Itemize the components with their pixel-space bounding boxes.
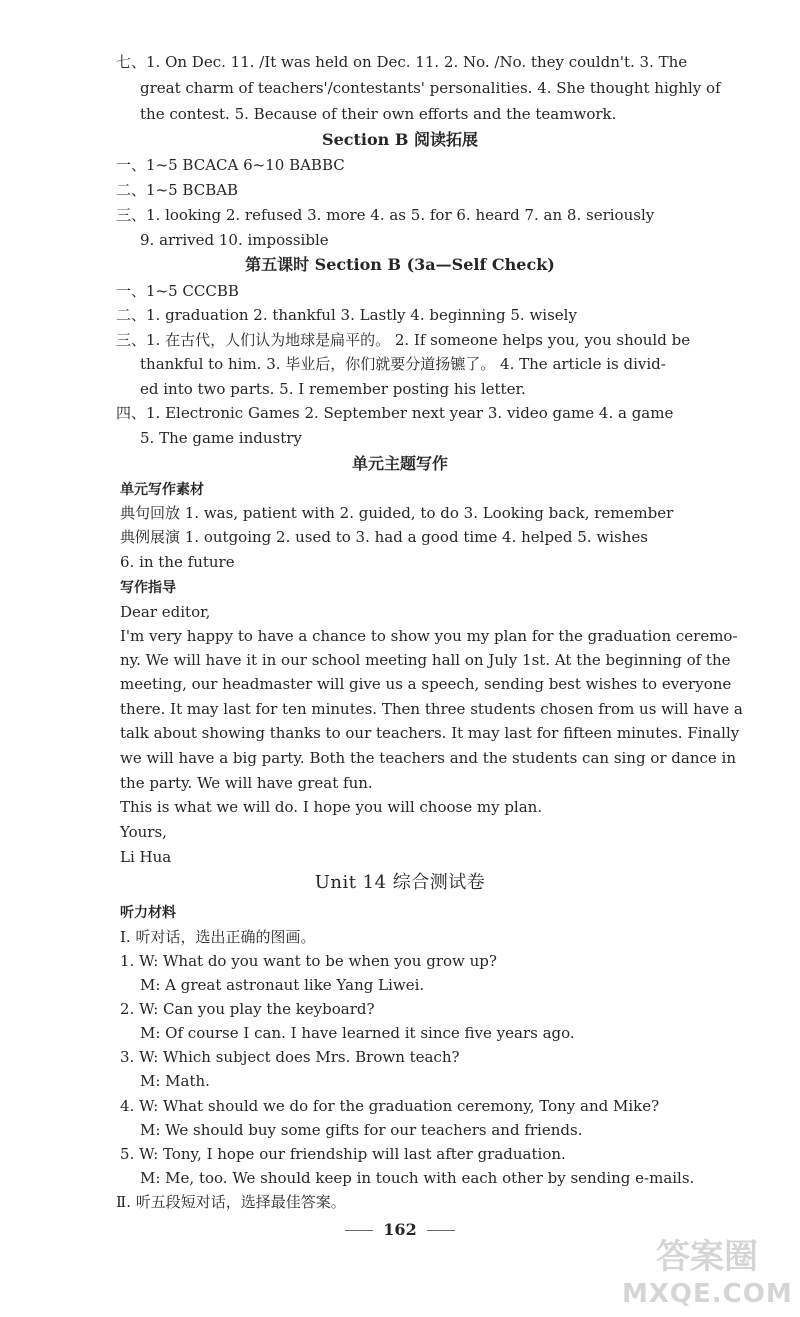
dialogue-line: M: We should buy some gifts for our teachers and friends. xyxy=(140,1121,583,1139)
watermark-text: 答案圈 xyxy=(656,1237,758,1277)
dialogue-line: M: Math. xyxy=(140,1072,210,1090)
letter-line: talk about showing thanks to our teachers. It may last for fifteen minutes. Finally xyxy=(120,724,740,742)
answer-line: 9. arrived 10. impossible xyxy=(140,231,329,249)
answer-line: 三、1. 在古代，人们认为地球是扁平的。 2. If someone helps you, you should be xyxy=(116,331,691,349)
page-number-text: 162 xyxy=(383,1220,417,1239)
unit-title: Unit 14 综合测试卷 xyxy=(314,872,486,893)
answer-line: 二、1. graduation 2. thankful 3. Lastly 4. beginning 5. wisely xyxy=(116,306,577,324)
part-heading: Ⅰ. 听对话，选出正确的图画。 xyxy=(120,928,316,946)
subheading: 单元写作素材 xyxy=(120,482,204,498)
answer-line: 七、1. On Dec. 11. /It was held on Dec. 11. 2. No. /No. they couldn't. 3. The xyxy=(116,53,688,71)
answer-line: 典句回放 1. was, patient with 2. guided, to do 3. Looking back, remember xyxy=(120,504,674,522)
answer-line: the contest. 5. Because of their own efforts and the teamwork. xyxy=(140,105,617,123)
subheading: 听力材料 xyxy=(120,905,176,921)
writing-heading: 单元主题写作 xyxy=(351,454,448,473)
watermark-logo xyxy=(622,1237,792,1313)
answer-line: 二、1~5 BCBAB xyxy=(116,181,239,199)
lesson-heading: 第五课时 Section B (3a—Self Check) xyxy=(245,255,555,274)
answer-line: 一、1~5 CCCBB xyxy=(116,282,239,300)
dialogue-line: 2. W: Can you play the keyboard? xyxy=(120,1000,375,1018)
answer-line: great charm of teachers'/contestants' personalities. 4. She thought highly of xyxy=(140,79,721,97)
page-number-dash xyxy=(345,1230,373,1231)
watermark-url: MXQE.COM xyxy=(622,1279,793,1309)
part-heading: Ⅱ. 听五段短对话，选择最佳答案。 xyxy=(116,1193,346,1211)
answer-line: 5. The game industry xyxy=(140,429,302,447)
letter-line: ny. We will have it in our school meeting hall on July 1st. At the beginning of the xyxy=(120,651,731,669)
dialogue-line: 1. W: What do you want to be when you grow up? xyxy=(120,952,497,970)
letter-line: there. It may last for ten minutes. Then three students chosen from us will have a xyxy=(120,700,743,718)
dialogue-line: M: A great astronaut like Yang Liwei. xyxy=(140,976,425,994)
section-heading: Section B 阅读拓展 xyxy=(322,130,478,149)
dialogue-line: M: Of course I can. I have learned it since five years ago. xyxy=(140,1024,575,1042)
letter-greeting: Dear editor, xyxy=(120,603,211,621)
letter-line: meeting, our headmaster will give us a speech, sending best wishes to everyone xyxy=(120,675,732,693)
letter-signature: Li Hua xyxy=(120,848,172,866)
answer-line: ed into two parts. 5. I remember posting his letter. xyxy=(140,380,526,398)
answer-line: 一、1~5 BCACA 6~10 BABBC xyxy=(116,156,345,174)
dialogue-line: 4. W: What should we do for the graduation ceremony, Tony and Mike? xyxy=(120,1097,660,1115)
letter-closing: Yours, xyxy=(120,823,167,841)
answer-line: thankful to him. 3. 毕业后，你们就要分道扬镳了。 4. The article is divid- xyxy=(140,355,666,373)
letter-line: we will have a big party. Both the teachers and the students can sing or dance in xyxy=(120,749,737,767)
dialogue-line: 3. W: Which subject does Mrs. Brown teach? xyxy=(120,1048,460,1066)
letter-line: the party. We will have great fun. xyxy=(120,774,373,792)
answer-line: 四、1. Electronic Games 2. September next year 3. video game 4. a game xyxy=(116,404,674,422)
subheading: 写作指导 xyxy=(120,580,176,596)
letter-line: I'm very happy to have a chance to show you my plan for the graduation ceremo- xyxy=(120,627,738,645)
answer-line: 典例展演 1. outgoing 2. used to 3. had a good time 4. helped 5. wishes xyxy=(120,528,648,546)
dialogue-line: 5. W: Tony, I hope our friendship will last after graduation. xyxy=(120,1145,566,1163)
page-number-dash xyxy=(427,1230,455,1231)
answer-line: 三、1. looking 2. refused 3. more 4. as 5. for 6. heard 7. an 8. seriously xyxy=(116,206,655,224)
dialogue-line: M: Me, too. We should keep in touch with each other by sending e-mails. xyxy=(140,1169,695,1187)
letter-line: This is what we will do. I hope you will choose my plan. xyxy=(120,798,543,816)
answer-line: 6. in the future xyxy=(120,553,235,571)
